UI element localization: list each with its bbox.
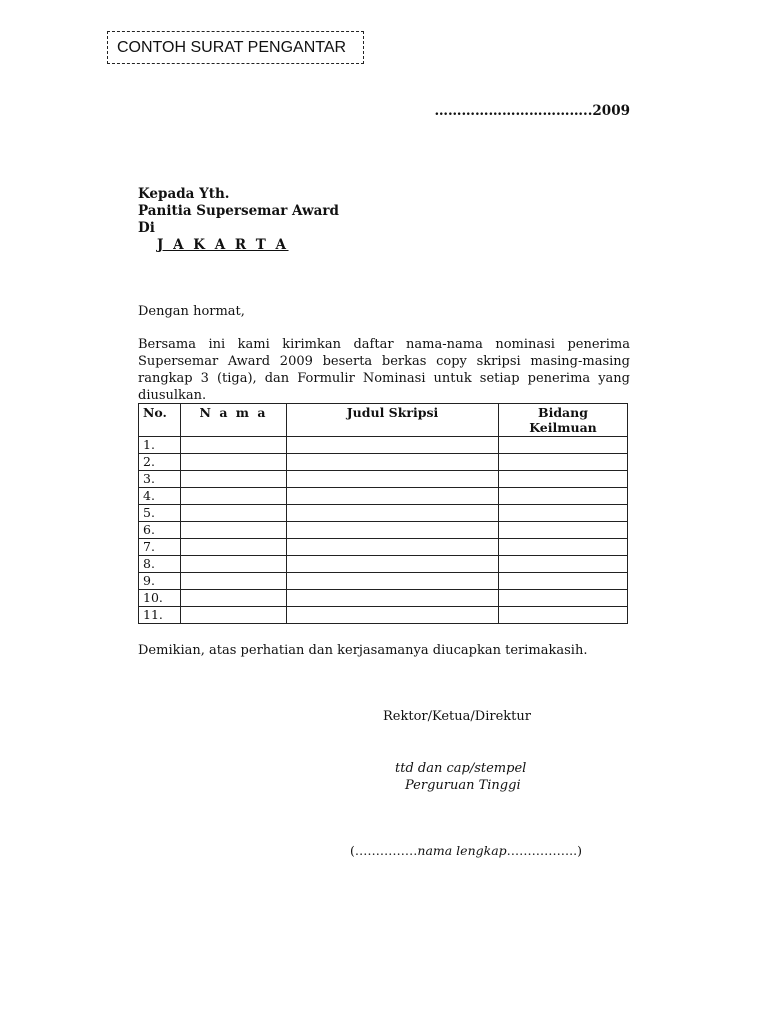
cell-nama bbox=[181, 573, 287, 590]
cell-bidang-keilmuan bbox=[499, 607, 628, 624]
table-row bbox=[139, 471, 628, 488]
cell-judul-skripsi bbox=[287, 437, 499, 454]
document-label: CONTOH SURAT PENGANTAR bbox=[107, 31, 364, 64]
cell-bidang-keilmuan bbox=[499, 590, 628, 607]
address-line-3: Di bbox=[138, 220, 155, 236]
table-row bbox=[139, 505, 628, 522]
header-nama: N a m a bbox=[181, 404, 287, 437]
address-line-1: Kepada Yth. bbox=[138, 186, 230, 202]
cell-nama bbox=[181, 590, 287, 607]
cell-bidang-keilmuan bbox=[499, 539, 628, 556]
cell-judul-skripsi bbox=[287, 590, 499, 607]
cell-nama bbox=[181, 607, 287, 624]
header-judul-skripsi: Judul Skripsi bbox=[287, 404, 499, 437]
table-row bbox=[139, 590, 628, 607]
cell-judul-skripsi bbox=[287, 488, 499, 505]
cell-nama bbox=[181, 505, 287, 522]
nomination-table bbox=[138, 403, 628, 624]
cell-bidang-keilmuan bbox=[499, 556, 628, 573]
cell-bidang-keilmuan bbox=[499, 573, 628, 590]
cell-nama bbox=[181, 437, 287, 454]
row-number: 9. bbox=[139, 573, 181, 590]
row-number: 6. bbox=[139, 522, 181, 539]
full-name-line bbox=[350, 843, 582, 858]
cell-nama bbox=[181, 556, 287, 573]
cell-judul-skripsi bbox=[287, 556, 499, 573]
table-row bbox=[139, 539, 628, 556]
header-no: No. bbox=[139, 404, 181, 437]
cell-bidang-keilmuan bbox=[499, 488, 628, 505]
table-row bbox=[139, 522, 628, 539]
row-number: 4. bbox=[139, 488, 181, 505]
row-number: 7. bbox=[139, 539, 181, 556]
row-number: 3. bbox=[139, 471, 181, 488]
name-suffix: ……………..) bbox=[506, 843, 582, 858]
signer-title: Rektor/Ketua/Direktur bbox=[383, 709, 531, 724]
cell-nama bbox=[181, 522, 287, 539]
cell-nama bbox=[181, 539, 287, 556]
cell-nama bbox=[181, 488, 287, 505]
signature-block bbox=[395, 760, 526, 794]
cell-judul-skripsi bbox=[287, 522, 499, 539]
cell-bidang-keilmuan bbox=[499, 437, 628, 454]
cell-judul-skripsi bbox=[287, 573, 499, 590]
table-row bbox=[139, 437, 628, 454]
header-bidang-keilmuan: Bidang Keilmuan bbox=[499, 404, 628, 437]
cell-judul-skripsi bbox=[287, 471, 499, 488]
cell-bidang-keilmuan bbox=[499, 454, 628, 471]
cell-nama bbox=[181, 471, 287, 488]
letter-date: ……………………………..2009 bbox=[434, 103, 630, 119]
row-number: 1. bbox=[139, 437, 181, 454]
table-row bbox=[139, 488, 628, 505]
recipient-address bbox=[138, 186, 339, 254]
table-row bbox=[139, 454, 628, 471]
closing-sentence: Demikian, atas perhatian dan kerjasamanya diucapkan terimakasih. bbox=[138, 643, 588, 658]
cell-nama bbox=[181, 454, 287, 471]
address-city: J A K A R T A bbox=[157, 237, 289, 253]
table-row bbox=[139, 573, 628, 590]
name-prefix: (…………… bbox=[350, 843, 418, 858]
cell-judul-skripsi bbox=[287, 607, 499, 624]
cell-judul-skripsi bbox=[287, 539, 499, 556]
signature-line-2: Perguruan Tinggi bbox=[405, 778, 521, 793]
row-number: 5. bbox=[139, 505, 181, 522]
row-number: 2. bbox=[139, 454, 181, 471]
cell-bidang-keilmuan bbox=[499, 522, 628, 539]
name-placeholder: nama lengkap bbox=[417, 843, 507, 858]
body-paragraph: Bersama ini kami kirimkan daftar nama-nama nominasi penerima Supersemar Award 2009 beserta berkas copy skripsi masing-masing rangkap 3 (tiga), dan Formulir Nominasi untuk setiap penerima yang diusulkan. bbox=[138, 337, 630, 403]
cell-bidang-keilmuan bbox=[499, 505, 628, 522]
table-header-row bbox=[139, 404, 628, 437]
signature-line-1: ttd dan cap/stempel bbox=[395, 761, 527, 776]
row-number: 11. bbox=[139, 607, 181, 624]
cell-judul-skripsi bbox=[287, 454, 499, 471]
row-number: 10. bbox=[139, 590, 181, 607]
table-row bbox=[139, 607, 628, 624]
table-row bbox=[139, 556, 628, 573]
cell-judul-skripsi bbox=[287, 505, 499, 522]
cell-bidang-keilmuan bbox=[499, 471, 628, 488]
address-line-2: Panitia Supersemar Award bbox=[138, 203, 339, 219]
row-number: 8. bbox=[139, 556, 181, 573]
greeting: Dengan hormat, bbox=[138, 304, 245, 319]
